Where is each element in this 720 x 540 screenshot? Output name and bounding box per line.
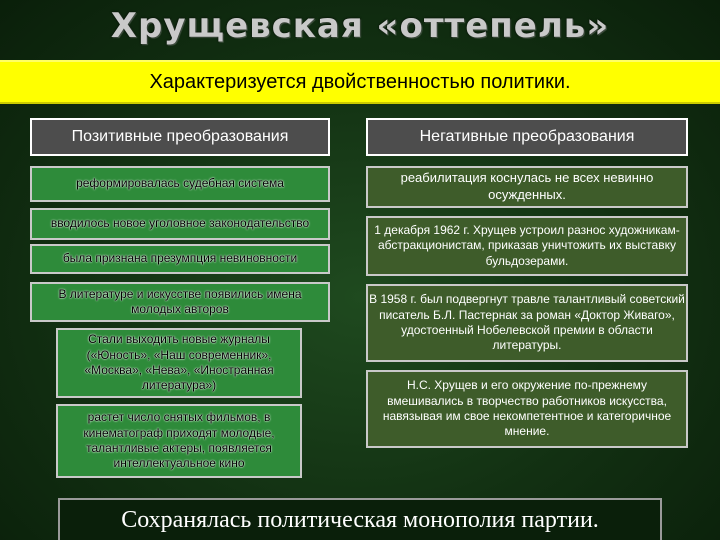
- positive-item: В литературе и искусстве появились имена молодых авторов: [30, 282, 330, 322]
- positive-item: вводилось новое уголовное законодательство: [30, 208, 330, 240]
- subtitle-banner: Характеризуется двойственностью политики.: [0, 60, 720, 104]
- slide-title: Хрущевская «оттепель»: [110, 6, 610, 46]
- positive-item: растет число снятых фильмов, в кинематограф приходят молодые, талантливые актеры, появляется интеллектуальное кино: [56, 404, 302, 478]
- negative-item: реабилитация коснулась не всех невинно осужденных.: [366, 166, 688, 208]
- negative-item: В 1958 г. был подвергнут травле талантливый советский писатель Б.Л. Пастернак за роман «Доктор Живаго», удостоенный Нобелевской премии в области литературы.: [366, 284, 688, 362]
- footer-statement: Сохранялась политическая монополия партии.: [58, 498, 662, 540]
- positive-item: была признана презумпция невиновности: [30, 244, 330, 274]
- positive-item: Стали выходить новые журналы («Юность», «Наш современник», «Москва», «Нева», «Иностранная литература»): [56, 328, 302, 398]
- negative-item: Н.С. Хрущев и его окружение по-прежнему вмешивались в творчество работников искусства, навязывая им свое некомпетентное и категоричное мнение.: [366, 370, 688, 448]
- negative-column-header: Негативные преобразования: [366, 118, 688, 156]
- positive-item: реформировалась судебная система: [30, 166, 330, 202]
- positive-column-header: Позитивные преобразования: [30, 118, 330, 156]
- negative-item: 1 декабря 1962 г. Хрущев устроил разнос художникам-абстракционистам, приказав уничтожить их выставку бульдозерами.: [366, 216, 688, 276]
